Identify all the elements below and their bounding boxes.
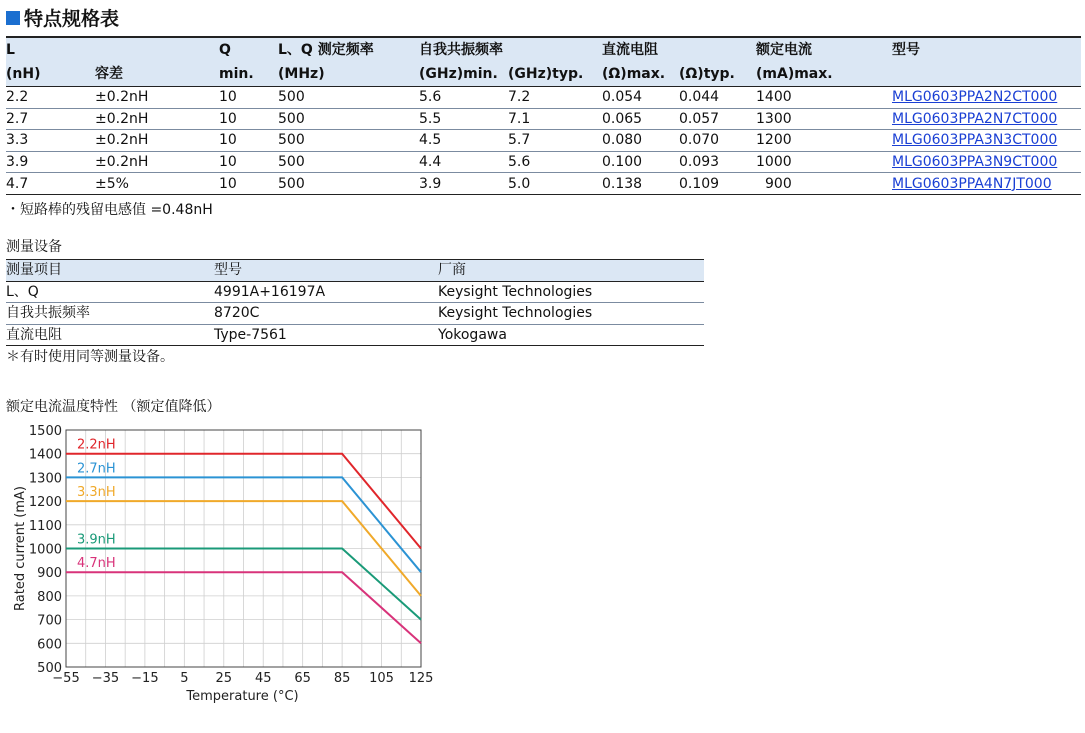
x-tick-label: −55 <box>52 671 80 686</box>
y-tick-label: 500 <box>37 661 62 676</box>
part-number-link[interactable]: MLG0603PPA3N3CT000 <box>892 132 1058 149</box>
table-row <box>6 324 704 346</box>
equipment-header-cell: 测量项目 <box>6 260 214 282</box>
spec-cell-freq: 500 <box>278 173 419 195</box>
part-number-cell <box>892 87 1081 109</box>
part-number-link[interactable]: MLG0603PPA3N9CT000 <box>892 154 1058 171</box>
spec-header-cell: (mA)max. <box>756 62 892 87</box>
table-row <box>6 173 1081 195</box>
x-tick-label: 85 <box>333 671 351 686</box>
spec-cell-q: 10 <box>219 130 278 152</box>
y-axis-label: Rated current (mA) <box>13 486 28 611</box>
x-tick-label: 125 <box>408 671 434 686</box>
series-label: 3.3nH <box>77 485 116 501</box>
part-number-link[interactable]: MLG0603PPA2N7CT000 <box>892 110 1058 127</box>
spec-cell-tol: ±0.2nH <box>95 87 219 109</box>
equipment-header-row <box>6 260 704 282</box>
y-tick-label: 1300 <box>28 471 62 487</box>
spec-header-cell: (MHz) <box>278 62 419 87</box>
equipment-cell: Keysight Technologies <box>438 281 704 303</box>
spec-cell-freq: 500 <box>278 130 419 152</box>
spec-cell-current: 1300 <box>756 108 892 130</box>
spec-cell-srf-typ: 5.7 <box>508 130 602 152</box>
spec-header-row-1 <box>6 37 1081 62</box>
spec-cell-dcr-max: 0.065 <box>602 108 679 130</box>
title-square-icon <box>6 11 20 25</box>
spec-cell-l: 3.3 <box>6 130 95 152</box>
x-tick-label: −15 <box>131 671 159 686</box>
equipment-header-cell: 厂商 <box>438 260 704 282</box>
spec-cell-current: 900 <box>756 173 892 195</box>
x-tick-label: 105 <box>369 671 394 686</box>
part-number-link[interactable]: MLG0603PPA2N2CT000 <box>892 89 1058 106</box>
x-tick-label: 25 <box>215 671 233 686</box>
spec-cell-dcr-max: 0.080 <box>602 130 679 152</box>
spec-cell-srf-min: 5.5 <box>419 108 508 130</box>
page-title-text: 特点规格表 <box>24 8 120 30</box>
spec-cell-l: 2.7 <box>6 108 95 130</box>
spec-header-cell <box>892 62 1081 87</box>
spec-header-row-2 <box>6 62 1081 87</box>
equipment-cell: 直流电阻 <box>6 324 214 346</box>
spec-cell-srf-min: 4.4 <box>419 151 508 173</box>
spec-header-cell: L、Q 测定频率 <box>278 37 419 62</box>
spec-cell-dcr-typ: 0.044 <box>679 87 756 109</box>
spec-header-cell: (Ω)max. <box>602 62 679 87</box>
spec-cell-srf-typ: 5.6 <box>508 151 602 173</box>
spec-cell-srf-min: 4.5 <box>419 130 508 152</box>
y-tick-label: 1000 <box>28 542 62 558</box>
spec-cell-dcr-max: 0.138 <box>602 173 679 195</box>
spec-cell-srf-min: 3.9 <box>419 173 508 195</box>
spec-cell-dcr-typ: 0.070 <box>679 130 756 152</box>
table-row <box>6 151 1081 173</box>
spec-cell-q: 10 <box>219 87 278 109</box>
spec-note: ・短路棒的残留电感值 =0.48nH <box>6 202 213 218</box>
x-tick-label: −35 <box>91 671 120 686</box>
spec-header-cell: (Ω)typ. <box>679 62 756 87</box>
x-tick-label: 45 <box>254 671 272 686</box>
spec-cell-q: 10 <box>219 173 278 195</box>
spec-header-cell <box>679 37 756 62</box>
spec-cell-tol: ±0.2nH <box>95 130 219 152</box>
rated-current-chart <box>0 418 460 718</box>
y-tick-label: 1200 <box>28 495 62 511</box>
spec-cell-l: 3.9 <box>6 151 95 173</box>
part-number-cell <box>892 108 1081 130</box>
spec-cell-tol: ±0.2nH <box>95 151 219 173</box>
part-number-cell <box>892 151 1081 173</box>
spec-table <box>6 36 1081 195</box>
spec-header-cell: 型号 <box>892 37 1081 62</box>
spec-cell-srf-typ: 7.1 <box>508 108 602 130</box>
page-title <box>6 4 119 31</box>
spec-header-cell: Q <box>219 37 278 62</box>
part-number-cell <box>892 130 1081 152</box>
table-row <box>6 281 704 303</box>
table-row <box>6 108 1081 130</box>
y-tick-label: 1400 <box>28 447 62 463</box>
series-label: 2.7nH <box>77 461 116 477</box>
spec-header-cell: (GHz)typ. <box>508 62 602 87</box>
spec-header-cell: 直流电阻 <box>602 37 679 62</box>
y-tick-label: 600 <box>37 637 62 653</box>
spec-cell-current: 1000 <box>756 151 892 173</box>
spec-cell-dcr-max: 0.100 <box>602 151 679 173</box>
spec-cell-srf-typ: 7.2 <box>508 87 602 109</box>
spec-header-cell: (nH) <box>6 62 95 87</box>
spec-cell-q: 10 <box>219 108 278 130</box>
equipment-note: ＊有时使用同等测量设备。 <box>6 349 174 365</box>
spec-header-cell: 自我共振频率 <box>419 37 508 62</box>
spec-cell-l: 4.7 <box>6 173 95 195</box>
table-row <box>6 303 704 325</box>
x-tick-label: 65 <box>294 671 311 686</box>
equipment-heading: 测量设备 <box>6 239 62 255</box>
spec-header-cell <box>508 37 602 62</box>
series-label: 4.7nH <box>77 556 116 572</box>
part-number-cell <box>892 173 1081 195</box>
spec-cell-freq: 500 <box>278 87 419 109</box>
spec-cell-tol: ±5% <box>95 173 219 195</box>
x-tick-label: 5 <box>180 671 189 686</box>
spec-cell-srf-typ: 5.0 <box>508 173 602 195</box>
equipment-cell: Yokogawa <box>438 324 704 346</box>
part-number-link[interactable]: MLG0603PPA4N7JT000 <box>892 175 1052 192</box>
equipment-cell: 4991A+16197A <box>214 281 438 303</box>
spec-cell-q: 10 <box>219 151 278 173</box>
equipment-header-cell: 型号 <box>214 260 438 282</box>
spec-cell-dcr-typ: 0.057 <box>679 108 756 130</box>
series-label: 3.9nH <box>77 532 116 548</box>
spec-cell-srf-min: 5.6 <box>419 87 508 109</box>
y-tick-label: 700 <box>37 613 62 629</box>
spec-header-cell: min. <box>219 62 278 87</box>
series-label: 2.2nH <box>77 437 116 453</box>
y-tick-label: 1500 <box>28 424 62 439</box>
spec-cell-dcr-typ: 0.093 <box>679 151 756 173</box>
equipment-cell: L、Q <box>6 281 214 303</box>
spec-header-cell: (GHz)min. <box>419 62 508 87</box>
equipment-cell: 自我共振频率 <box>6 303 214 325</box>
equipment-cell: Type-7561 <box>214 324 438 346</box>
equipment-cell: 8720C <box>214 303 438 325</box>
y-tick-label: 800 <box>37 589 62 605</box>
spec-cell-l: 2.2 <box>6 87 95 109</box>
spec-header-cell: L <box>6 37 95 62</box>
spec-cell-freq: 500 <box>278 151 419 173</box>
spec-cell-current: 1400 <box>756 87 892 109</box>
table-row <box>6 87 1081 109</box>
spec-cell-dcr-typ: 0.109 <box>679 173 756 195</box>
equipment-cell: Keysight Technologies <box>438 303 704 325</box>
spec-header-cell: 容差 <box>95 62 219 87</box>
spec-header-cell: 额定电流 <box>756 37 892 62</box>
spec-cell-freq: 500 <box>278 108 419 130</box>
table-row <box>6 130 1081 152</box>
chart-heading: 额定电流温度特性 （额定值降低） <box>6 399 221 415</box>
y-tick-label: 900 <box>37 566 62 582</box>
equipment-table <box>6 259 704 346</box>
spec-cell-current: 1200 <box>756 130 892 152</box>
spec-header-cell <box>95 37 219 62</box>
x-axis-label: Temperature (°C) <box>186 689 299 704</box>
spec-cell-dcr-max: 0.054 <box>602 87 679 109</box>
spec-cell-tol: ±0.2nH <box>95 108 219 130</box>
y-tick-label: 1100 <box>28 518 62 534</box>
